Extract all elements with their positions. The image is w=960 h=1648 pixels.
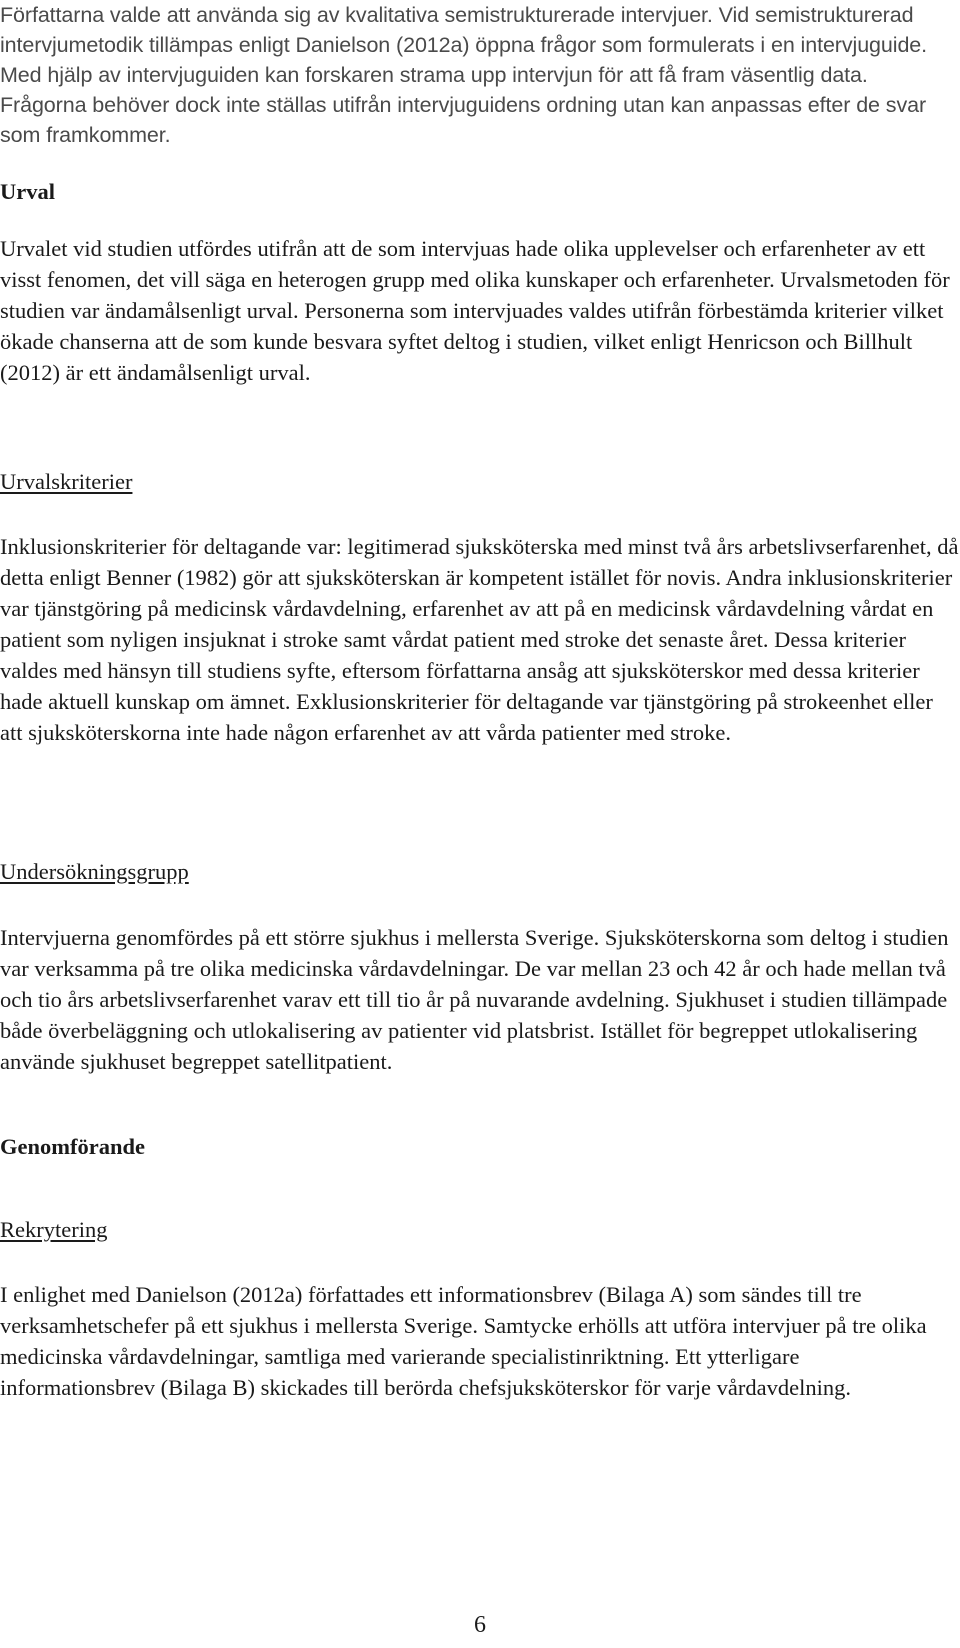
intro-paragraph: Författarna valde att använda sig av kvalitativa semistrukturerade intervjuer. Vid semistrukturerad intervjumetodik tillämpas enligt Danielson (2012a) öppna frågor som formulerats i en intervjuguide. Med hjälp av intervjuguiden kan forskaren strama upp intervjun för att få fram väsentlig data. Frågorna behöver dock inte ställas utifrån intervjuguidens ordning utan kan anpassas efter de svar som framkommer. xyxy=(0,3,928,147)
undersokningsgrupp-paragraph: Intervjuerna genomfördes på ett större sjukhus i mellersta Sverige. Sjuksköterskorna som deltog i studien var verksamma på tre olika medicinska vårdavdelningar. De var mellan 23 och 42 år och hade mellan två och tio års arbetslivserfarenhet varav ett till tio år på nuvarande avdelning. Sjukhuset i studien tillämpade både överbeläggning och utlokalisering av patienter vid platsbrist. Istället för begreppet utlokalisering använde sjukhuset begreppet satellitpatient. xyxy=(0,925,949,1074)
heading-urval: Urval xyxy=(0,179,55,204)
urval-paragraph: Urvalet vid studien utfördes utifrån att de som intervjuas hade olika upplevelser och erfarenheter av ett visst fenomen, det vill säga en heterogen grupp med olika kunskaper och erfarenheter. Urvalsmetoden för studien var ändamålsenligt urval. Personerna som intervjuades valdes utifrån förbestämda kriterier vilket ökade chanserna att de som kunde besvara syftet deltog i studien, vilket enligt Henricson och Billhult (2012) är ett ändamålsenligt urval. xyxy=(0,236,950,385)
heading-urvalskriterier: Urvalskriterier xyxy=(0,469,133,494)
urvalskriterier-paragraph: Inklusionskriterier för deltagande var: legitimerad sjuksköterska med minst två års arbetslivserfarenhet, då detta enligt Benner (1982) gör att sjuksköterskan är kompetent istället för novis. Andra inklusionskriterier var tjänstgöring på medicinsk vårdavdelning, erfarenhet av att på en medicinsk vårdavdelning vårdat en patient som nyligen insjuknat i stroke samt vårdat patient med stroke det senaste året. Dessa kriterier valdes med hänsyn till studiens syfte, eftersom författarna ansåg att sjuksköterskor med dessa kriterier hade aktuell kunskap om ämnet. Exklusionskriterier för deltagande var tjänstgöring på strokeenhet eller att sjuksköterskorna inte hade någon erfarenhet av att vårda patienter med stroke. xyxy=(0,534,959,745)
rekrytering-paragraph: I enlighet med Danielson (2012a) författades ett informationsbrev (Bilaga A) som sändes till tre verksamhetschefer på ett sjukhus i mellersta Sverige. Samtycke erhölls att utföra intervjuer på tre olika medicinska vårdavdelningar, samtliga med varierande specialistinriktning. Ett ytterligare informationsbrev (Bilaga B) skickades till berörda chefsjuksköterskor för varje vårdavdelning. xyxy=(0,1282,927,1400)
heading-undersokningsgrupp: Undersökningsgrupp xyxy=(0,859,189,884)
heading-genomforande: Genomförande xyxy=(0,1134,145,1159)
heading-rekrytering: Rekrytering xyxy=(0,1217,108,1242)
page-number: 6 xyxy=(474,1612,486,1638)
